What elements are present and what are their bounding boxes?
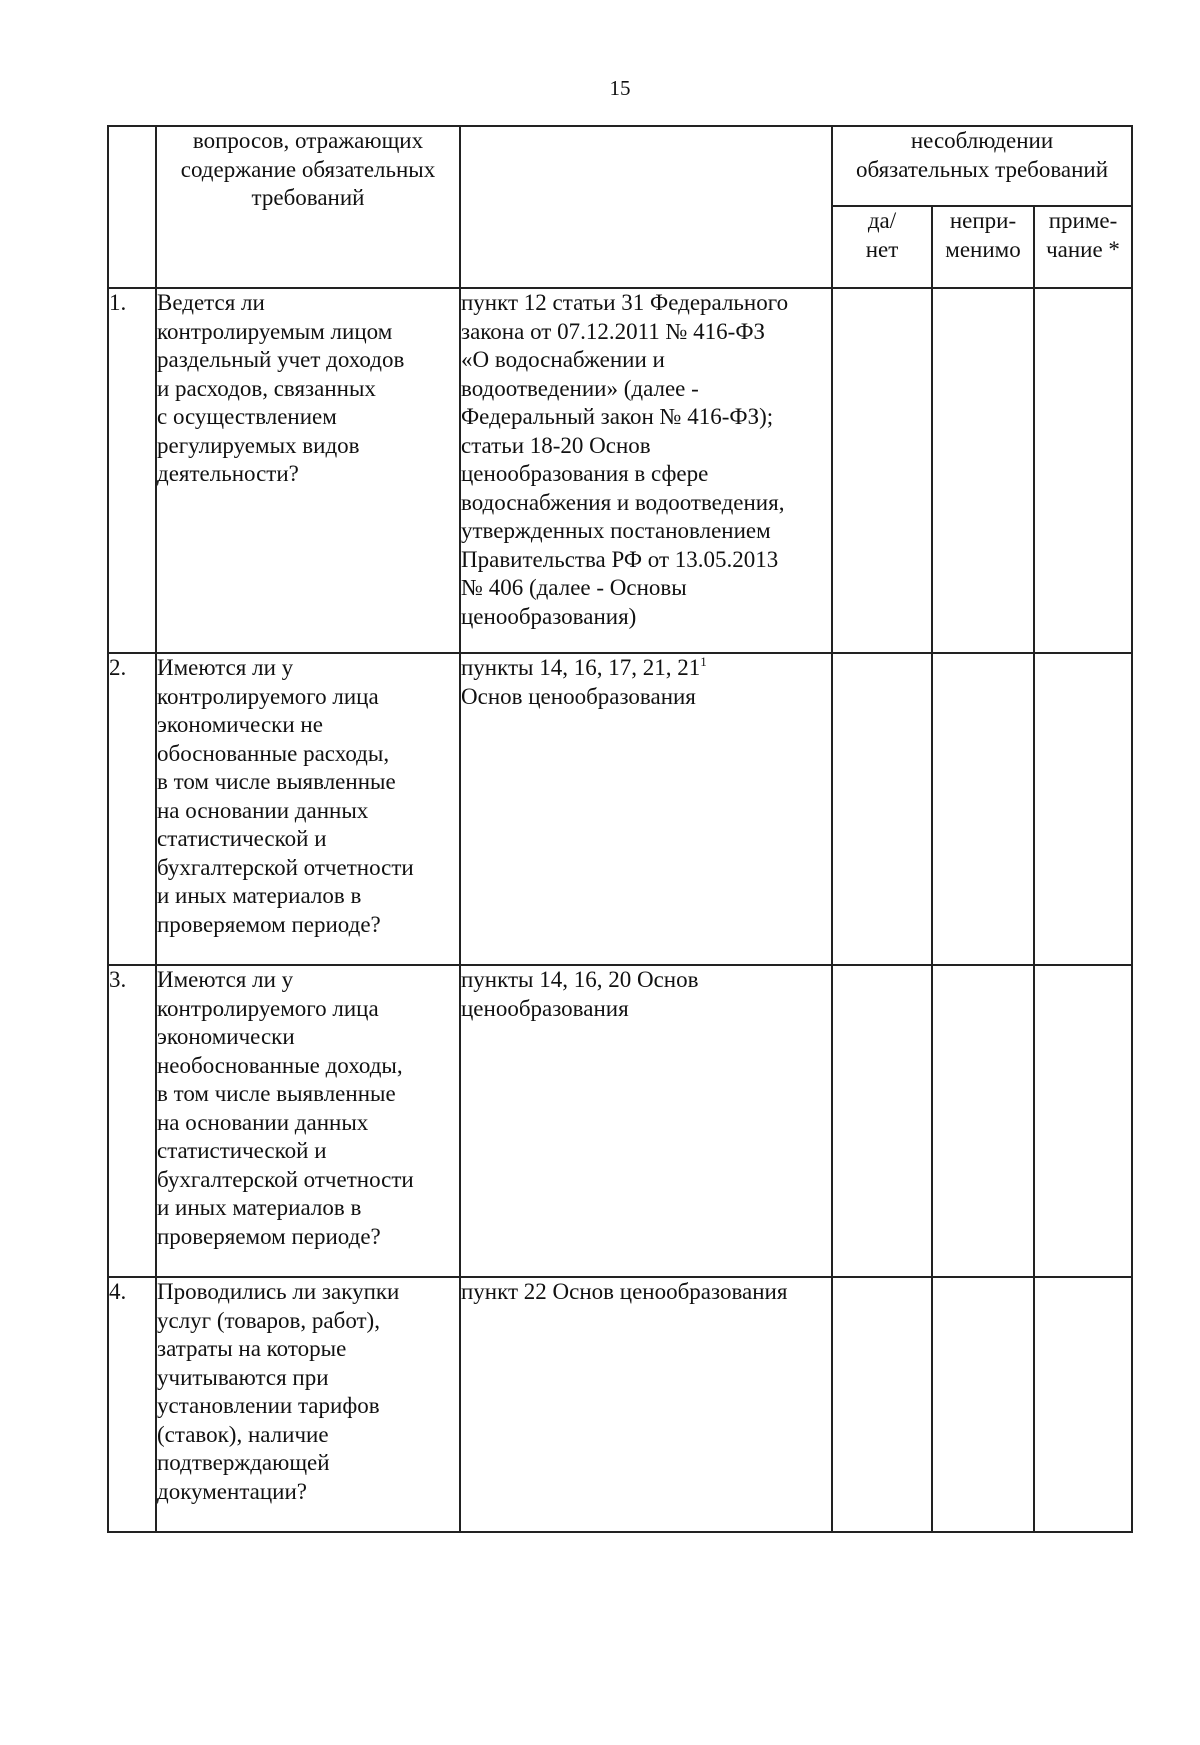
page-number: 15 <box>609 76 631 100</box>
header-note-cell <box>1034 206 1132 288</box>
table-row <box>108 288 1132 653</box>
row-not-applicable-cell <box>932 653 1034 965</box>
row-not-applicable-cell <box>932 1277 1034 1532</box>
row-reference: пункты 14, 16, 20 Основ ценообразования <box>460 965 832 1277</box>
row-not-applicable-cell <box>932 288 1034 653</box>
row-number: 2. <box>108 653 156 965</box>
header-yes-no-cell <box>832 206 932 288</box>
row-number: 1. <box>108 288 156 653</box>
checklist-table <box>107 125 1133 1533</box>
header-reference-cell <box>460 126 832 288</box>
row-note-cell <box>1034 1277 1132 1532</box>
row-note-cell <box>1034 653 1132 965</box>
row-not-applicable-cell <box>932 965 1034 1277</box>
header-not-applicable-label: непри- менимо <box>945 208 1021 262</box>
row-question: Проводились ли закупки услуг (товаров, работ), затраты на которые учитываются при установлении тарифов (ставок), наличие подтверждающей документации? <box>156 1277 460 1532</box>
row-reference: пункт 12 статьи 31 Федерального закона от 07.12.2011 № 416-ФЗ «О водоснабжении и водоотведении» (далее - Федеральный закон № 416-ФЗ); статьи 18-20 Основ ценообразования в сфере водоснабжения и водоотведения, утвержденных постановлением Правительства РФ от 13.05.2013 № 406 (далее - Основы ценообразования) <box>460 288 832 653</box>
header-question-label: вопросов, отражающих содержание обязательных требований <box>180 128 436 210</box>
header-noncompliance-label: несоблюдении обязательных требований <box>855 128 1109 182</box>
row-note-cell <box>1034 288 1132 653</box>
row-question: Имеются ли у контролируемого лица экономически необоснованные доходы, в том числе выявленные на основании данных статистической и бухгалтерской отчетности и иных материалов в проверяемом периоде? <box>156 965 460 1277</box>
row-reference-main: пункты 14, 16, 17, 21, 21 <box>461 655 701 680</box>
header-note-label: приме- чание * <box>1046 208 1120 262</box>
header-question-cell <box>156 126 460 288</box>
row-reference: пункт 22 Основ ценообразования <box>460 1277 832 1532</box>
row-reference-rest: Основ ценообразования <box>461 683 696 709</box>
row-yes-no-cell <box>832 965 932 1277</box>
header-row <box>108 126 1132 206</box>
header-num-cell <box>108 126 156 288</box>
row-question: Ведется ли контролируемым лицом раздельный учет доходов и расходов, связанных с осуществлением регулируемых видов деятельности? <box>156 288 460 653</box>
table-row <box>108 653 1132 965</box>
table-row <box>108 1277 1132 1532</box>
row-yes-no-cell <box>832 653 932 965</box>
table-row <box>108 965 1132 1277</box>
header-yes-no-label: да/ нет <box>865 208 899 262</box>
row-number: 3. <box>108 965 156 1277</box>
row-question: Имеются ли у контролируемого лица экономически не обоснованные расходы, в том числе выявленные на основании данных статистической и бухгалтерской отчетности и иных материалов в проверяемом периоде? <box>156 653 460 965</box>
row-yes-no-cell <box>832 1277 932 1532</box>
row-reference-superscript: 1 <box>700 654 707 669</box>
row-yes-no-cell <box>832 288 932 653</box>
row-number: 4. <box>108 1277 156 1532</box>
row-reference <box>460 653 832 965</box>
header-noncompliance-cell <box>832 126 1132 206</box>
row-note-cell <box>1034 965 1132 1277</box>
header-not-applicable-cell <box>932 206 1034 288</box>
